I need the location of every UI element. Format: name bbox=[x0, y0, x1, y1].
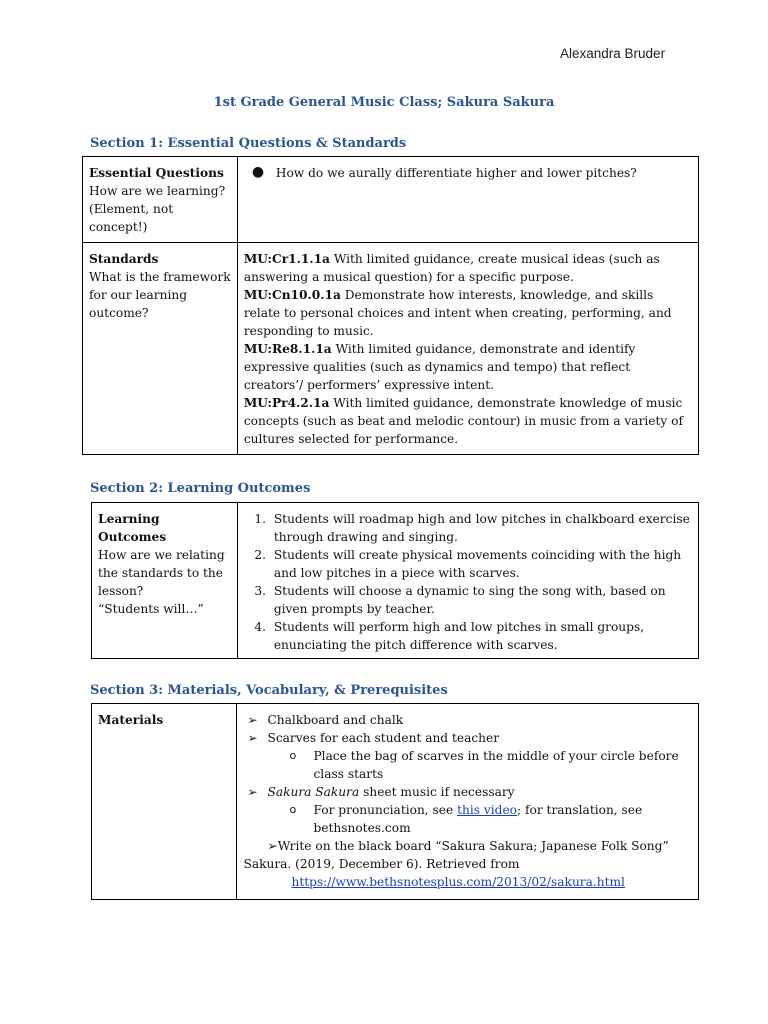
arrow-bullet-icon: ➢ bbox=[247, 785, 258, 799]
materials-content bbox=[237, 704, 699, 900]
standards-row bbox=[83, 243, 699, 455]
author-name: Alexandra Bruder bbox=[560, 46, 666, 61]
standard-item: MU:Pr4.2.1a With limited guidance, demonstrate knowledge of music concepts (such as beat and melodic contour) in music from a variety of cultures selected for performance. bbox=[243, 396, 684, 446]
standards-label-cell bbox=[83, 243, 238, 455]
outcome-item: 4. Students will perform high and low pitches in small groups, enunciating the pitch difference with scarves. bbox=[270, 618, 692, 654]
material-item: ➢Write on the black board “Sakura Sakura; Japanese Folk Song” Sakura. (2019, December 6). Retrieved from https://www.bethsnotesplus.com/2013/02/sakura.html bbox=[243, 837, 692, 891]
learning-outcomes-row bbox=[92, 503, 699, 659]
material-item: ➢ Scarves for each student and teacher o Place the bag of scarves in the middle of your circle before class starts bbox=[243, 729, 692, 783]
circle-bullet-icon: o bbox=[289, 749, 297, 762]
standard-item: MU:Re8.1.1a With limited guidance, demonstrate and identify expressive qualities (such as dynamics and tempo) that reflect creators’/ performers’ expressive intent. bbox=[243, 342, 636, 392]
learning-outcomes-label-cell bbox=[92, 503, 238, 659]
learning-outcomes-quote: “Students will…” bbox=[98, 602, 204, 616]
standard-item: MU:Cn10.0.1a Demonstrate how interests, knowledge, and skills relate to personal choices and intent when creating, performing, and responding to music. bbox=[243, 288, 672, 338]
standard-item: MU:Cr1.1.1a With limited guidance, create musical ideas (such as answering a musical question) for a specific purpose. bbox=[243, 252, 660, 284]
section-2-heading: Section 2: Learning Outcomes bbox=[90, 481, 311, 496]
essential-questions-content bbox=[237, 157, 698, 243]
learning-outcomes-sub: How are we relating the standards to the lesson? bbox=[98, 548, 225, 598]
material-item: ➢ Chalkboard and chalk bbox=[247, 713, 404, 727]
arrow-bullet-icon: ➢ bbox=[247, 731, 258, 745]
page-title: 1st Grade General Music Class; Sakura Sakura bbox=[213, 95, 555, 110]
outcome-item: 1. Students will roadmap high and low pitches in chalkboard exercise through drawing and singing. bbox=[270, 510, 692, 546]
arrow-bullet-icon: ➢ bbox=[247, 713, 258, 727]
material-item: ➢ Sakura Sakura sheet music if necessary o For pronunciation, see this video; for translation, see bethsnotes.com bbox=[243, 783, 692, 837]
section-1-table bbox=[82, 156, 699, 455]
essential-questions-label: Essential Questions bbox=[89, 166, 224, 180]
video-link[interactable]: this video bbox=[457, 803, 518, 817]
learning-outcomes-content bbox=[237, 503, 698, 659]
materials-label-cell bbox=[92, 704, 237, 900]
material-subitem: o Place the bag of scarves in the middle of your circle before class starts bbox=[289, 749, 679, 781]
material-subitem: o For pronunciation, see this video; for translation, see bethsnotes.com bbox=[289, 803, 643, 835]
standards-label: Standards bbox=[89, 252, 159, 266]
materials-label: Materials bbox=[98, 713, 164, 727]
learning-outcomes-label: Learning Outcomes bbox=[98, 512, 167, 544]
outcome-item: 3. Students will choose a dynamic to sing the song with, based on given prompts by teacher. bbox=[270, 582, 692, 618]
section-2-table bbox=[91, 502, 699, 659]
sakura-reference-link[interactable]: https://www.bethsnotesplus.com/2013/02/sakura.html bbox=[291, 875, 625, 889]
circle-bullet-icon: o bbox=[289, 803, 297, 816]
section-3-table bbox=[91, 703, 699, 900]
arrow-bullet-icon: ➢ bbox=[267, 839, 278, 853]
outcome-item: 2. Students will create physical movements coinciding with the high and low pitches in a piece with scarves. bbox=[270, 546, 692, 582]
section-1-heading: Section 1: Essential Questions & Standards bbox=[90, 136, 407, 151]
section-3-heading: Section 3: Materials, Vocabulary, & Prerequisites bbox=[90, 683, 448, 698]
essential-questions-label-cell bbox=[83, 157, 238, 243]
materials-row bbox=[92, 704, 699, 900]
standards-content bbox=[237, 243, 698, 455]
essential-questions-sub: How are we learning? (Element, not concept!) bbox=[89, 184, 226, 234]
essential-question-item: ● How do we aurally differentiate higher and lower pitches? bbox=[276, 164, 692, 182]
essential-questions-row bbox=[83, 157, 699, 243]
standards-sub: What is the framework for our learning outcome? bbox=[89, 270, 231, 320]
